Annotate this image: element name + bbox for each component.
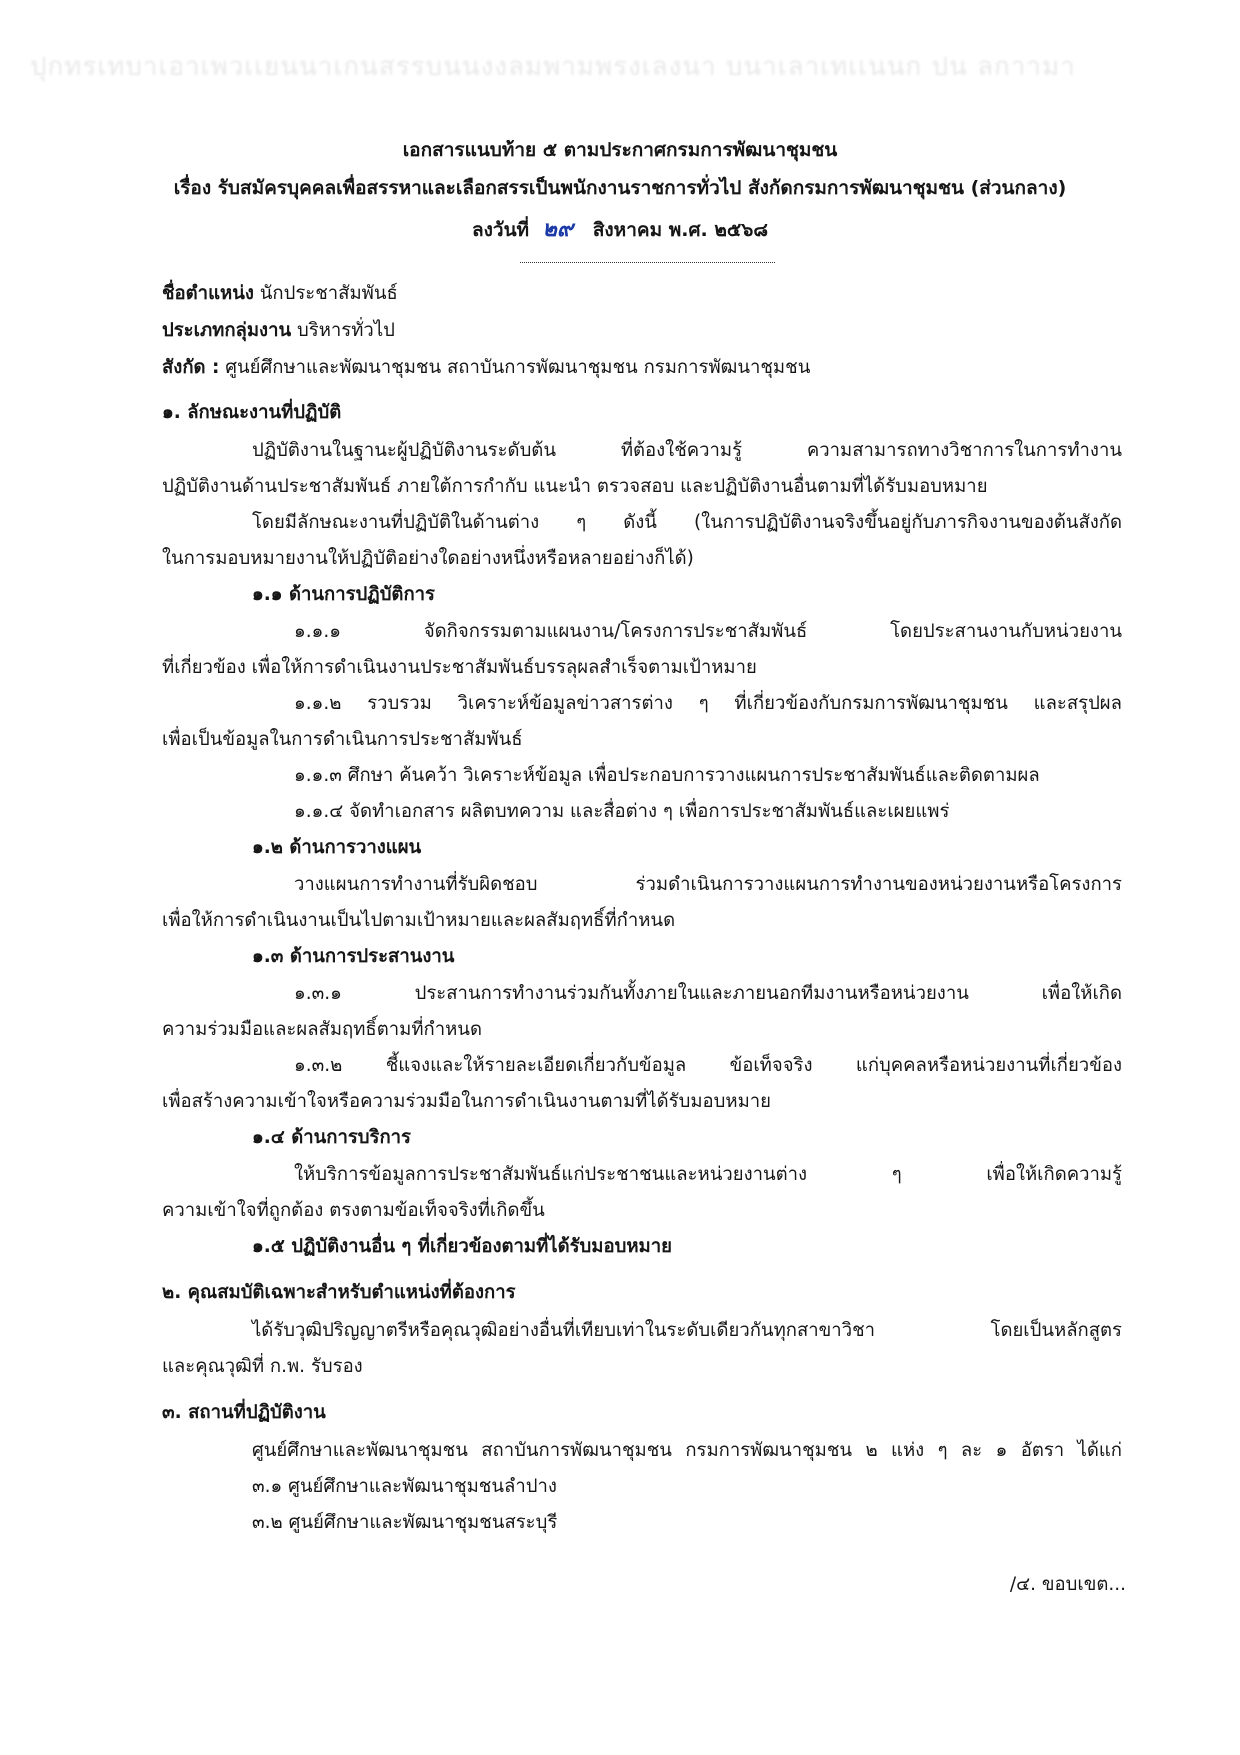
header-line-2: เรื่อง รับสมัครบุคคลเพื่อสรรหาและเลือกสรรเป็นพนักงานราชการทั่วไป สังกัดกรมการพัฒนาชุมชน (ส่วนกลาง) bbox=[173, 177, 1067, 199]
header-line-3 bbox=[140, 211, 1100, 246]
item-1-1-2-line1: ๑.๑.๒ รวบรวม วิเคราะห์ข้อมูลข่าวสารต่าง ๆ ที่เกี่ยวข้องกับกรมการพัฒนาชุมชน และสรุปผล bbox=[294, 693, 1122, 714]
position-group-value: บริหารทั่วไป bbox=[297, 320, 395, 341]
subsection-1-1-heading: ๑.๑ ด้านการปฏิบัติการ bbox=[252, 584, 435, 605]
section1-p2-line1: โดยมีลักษณะงานที่ปฏิบัติในด้านต่าง ๆ ดังนี้ (ในการปฏิบัติงานจริงขึ้นอยู่กับภารกิจงานของต้นสังกัด bbox=[252, 512, 1122, 533]
section1-p1-line2: ปฏิบัติงานด้านประชาสัมพันธ์ ภายใต้การกำกับ แนะนำ ตรวจสอบ และปฏิบัติงานอื่นตามที่ได้รับมอบหมาย bbox=[162, 476, 988, 497]
subsection-1-2-heading: ๑.๒ ด้านการวางแผน bbox=[252, 837, 422, 858]
position-title-row bbox=[162, 279, 398, 308]
section1-heading: ๑. ลักษณะงานที่ปฏิบัติ bbox=[162, 402, 342, 423]
dotted-divider bbox=[520, 262, 775, 263]
position-group-label: ประเภทกลุ่มงาน bbox=[162, 320, 292, 341]
header-line-1: เอกสารแนบท้าย ๕ ตามประกาศกรมการพัฒนาชุมชน bbox=[402, 139, 838, 161]
subsection-1-4-heading: ๑.๔ ด้านการบริการ bbox=[252, 1127, 411, 1148]
section2-line2: และคุณวุฒิที่ ก.พ. รับรอง bbox=[162, 1356, 363, 1377]
section1-p1-line1: ปฏิบัติงานในฐานะผู้ปฏิบัติงานระดับต้น ที่ต้องใช้ความรู้ ความสามารถทางวิชาการในการทำงาน bbox=[252, 440, 1122, 461]
subsection-1-5-heading: ๑.๕ ปฏิบัติงานอื่น ๆ ที่เกี่ยวข้องตามที่ได้รับมอบหมาย bbox=[252, 1236, 672, 1257]
section3-item-2: ๓.๒ ศูนย์ศึกษาและพัฒนาชุมชนสระบุรี bbox=[252, 1512, 558, 1533]
section3-heading: ๓. สถานที่ปฏิบัติงาน bbox=[162, 1402, 326, 1423]
subsection-1-2-line2: เพื่อให้การดำเนินงานเป็นไปตามเป้าหมายและผลสัมฤทธิ์ที่กำหนด bbox=[162, 910, 676, 931]
subsection-1-4-line2: ความเข้าใจที่ถูกต้อง ตรงตามข้อเท็จจริงที่เกิดขึ้น bbox=[162, 1200, 545, 1221]
item-1-1-1-line1: ๑.๑.๑ จัดกิจกรรมตามแผนงาน/โครงการประชาสัมพันธ์ โดยประสานงานกับหน่วยงาน bbox=[294, 621, 1122, 642]
subsection-1-3-heading: ๑.๓ ด้านการประสานงาน bbox=[252, 946, 455, 967]
position-title-value: นักประชาสัมพันธ์ bbox=[259, 283, 398, 304]
position-affiliation-label: สังกัด : bbox=[162, 357, 220, 378]
item-1-3-1-line1: ๑.๓.๑ ประสานการทำงานร่วมกันทั้งภายในและภายนอกทีมงานหรือหน่วยงาน เพื่อให้เกิด bbox=[294, 983, 1122, 1004]
subsection-1-2-line1: วางแผนการทำงานที่รับผิดชอบ ร่วมดำเนินการวางแผนการทำงานของหน่วยงานหรือโครงการ bbox=[294, 874, 1122, 895]
position-title-label: ชื่อตำแหน่ง bbox=[162, 283, 254, 304]
item-1-3-2-line1: ๑.๓.๒ ชี้แจงและให้รายละเอียดเกี่ยวกับข้อมูล ข้อเท็จจริง แก่บุคคลหรือหน่วยงานที่เกี่ยวข้อง bbox=[294, 1055, 1122, 1076]
section3-line1: ศูนย์ศึกษาและพัฒนาชุมชน สถาบันการพัฒนาชุมชน กรมการพัฒนาชุมชน ๒ แห่ง ๆ ละ ๑ อัตรา ได้แก่ bbox=[252, 1440, 1122, 1461]
date-prefix: ลงวันที่ bbox=[471, 219, 530, 241]
section2-heading: ๒. คุณสมบัติเฉพาะสำหรับตำแหน่งที่ต้องการ bbox=[162, 1282, 516, 1303]
bleed-through-text: ปุกทรเทบาเอาเพวเเยนนาเกนสรรบนนงงลมพามพรงเลงนา บนาเลาเทเเนนก ปน ลกาามา bbox=[30, 52, 1076, 82]
position-group-row bbox=[162, 316, 395, 345]
subsection-1-4-line1: ให้บริการข้อมูลการประชาสัมพันธ์แก่ประชาชนและหน่วยงานต่าง ๆ เพื่อให้เกิดความรู้ bbox=[294, 1164, 1122, 1185]
item-1-3-1-line2: ความร่วมมือและผลสัมฤทธิ์ตามที่กำหนด bbox=[162, 1019, 482, 1040]
item-1-1-1-line2: ที่เกี่ยวข้อง เพื่อให้การดำเนินงานประชาสัมพันธ์บรรลุผลสำเร็จตามเป้าหมาย bbox=[162, 657, 757, 678]
item-1-1-3: ๑.๑.๓ ศึกษา ค้นคว้า วิเคราะห์ข้อมูล เพื่อประกอบการวางแผนการประชาสัมพันธ์และติดตามผล bbox=[294, 765, 1040, 786]
item-1-3-2-line2: เพื่อสร้างความเข้าใจหรือความร่วมมือในการดำเนินงานตามที่ได้รับมอบหมาย bbox=[162, 1091, 772, 1112]
date-suffix: สิงหาคม พ.ศ. ๒๕๖๘ bbox=[592, 219, 768, 241]
section3-item-1: ๓.๑ ศูนย์ศึกษาและพัฒนาชุมชนลำปาง bbox=[252, 1476, 557, 1497]
continuation-marker: /๔. ขอบเขต... bbox=[1009, 1574, 1126, 1595]
item-1-1-2-line2: เพื่อเป็นข้อมูลในการดำเนินการประชาสัมพันธ์ bbox=[162, 729, 523, 750]
position-affiliation-value: ศูนย์ศึกษาและพัฒนาชุมชน สถาบันการพัฒนาชุมชน กรมการพัฒนาชุมชน bbox=[225, 357, 811, 378]
section1-p2-line2: ในการมอบหมายงานให้ปฏิบัติอย่างใดอย่างหนึ่งหรือหลายอย่างก็ได้) bbox=[162, 548, 694, 569]
section2-line1: ได้รับวุฒิปริญญาตรีหรือคุณวุฒิอย่างอื่นที่เทียบเท่าในระดับเดียวกันทุกสาขาวิชา โดยเป็นหลักสูตร bbox=[252, 1320, 1122, 1341]
handwritten-date: ๒๙ bbox=[542, 217, 573, 242]
position-affiliation-row bbox=[162, 353, 810, 382]
item-1-1-4: ๑.๑.๔ จัดทำเอกสาร ผลิตบทความ และสื่อต่าง ๆ เพื่อการประชาสัมพันธ์และเผยแพร่ bbox=[294, 801, 950, 822]
